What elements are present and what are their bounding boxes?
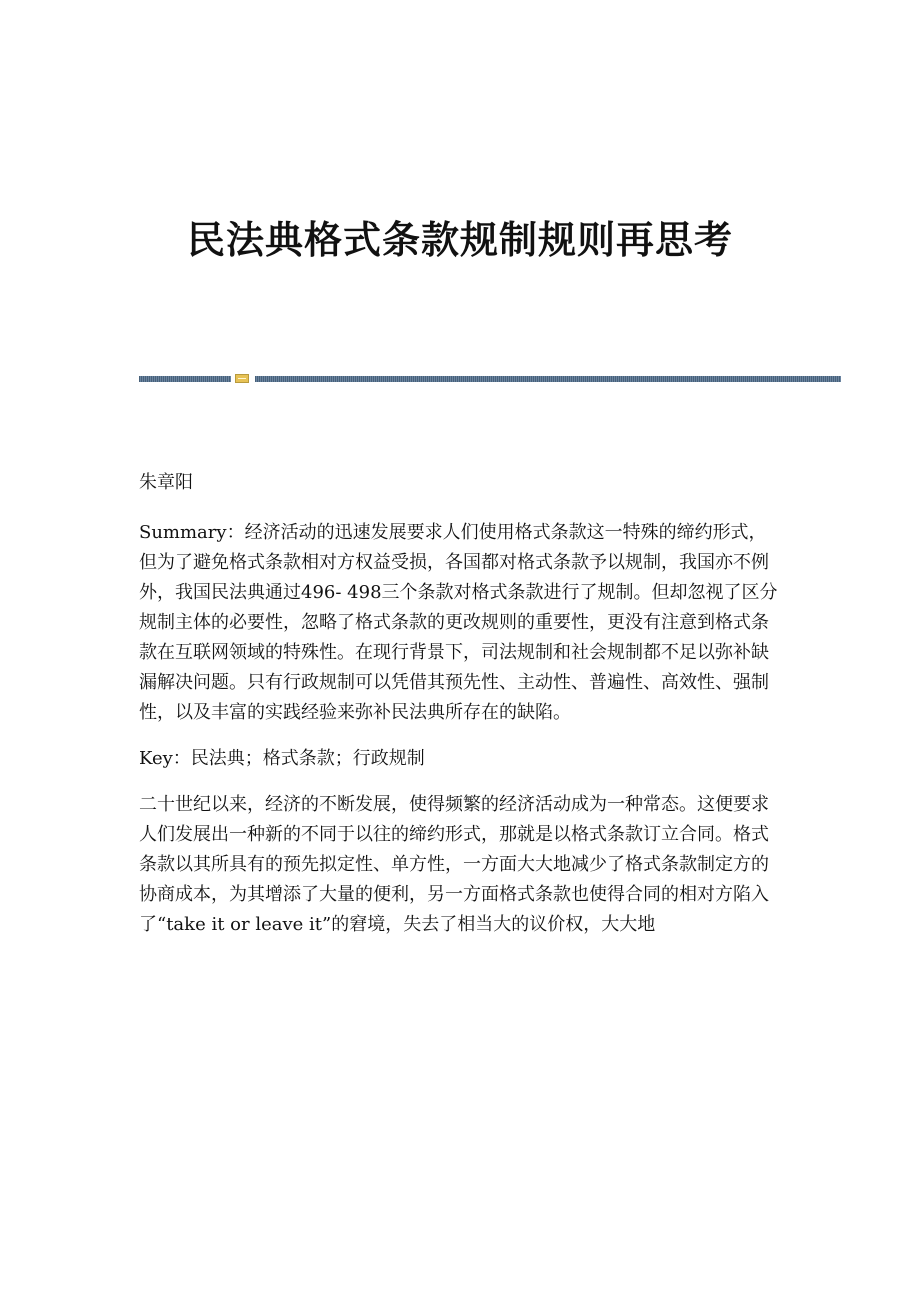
divider-bar-left — [139, 376, 231, 382]
author-name: 朱章阳 — [139, 472, 193, 493]
summary-paragraph: Summary：经济活动的迅速发展要求人们使用格式条款这一特殊的缔约形式，但为了避免格式条款相对方权益受损，各国都对格式条款予以规制，我国亦不例外，我国民法典通过496- 498三个条款对格式条款进行了规制。但却忽视了区分规制主体的必要性，忽略了格式条款的更改规则的重要性，更没有注意到格式条款在互联网领域的特殊性。在现行背景下，司法规制和社会规制都不足以弥补缺漏解决问题。只有行政规制可以凭借其预先性、主动性、普遍性、高效性、强制性，以及丰富的实践经验来弥补民法典所存在的缺陷。 — [139, 522, 778, 723]
document-title: 民法典格式条款规制规则再思考 — [186, 217, 733, 262]
divider-ornament-icon — [235, 374, 249, 383]
title-divider — [139, 374, 841, 383]
document-body — [139, 468, 781, 956]
keywords-line: Key：民法典；格式条款；行政规制 — [139, 748, 425, 769]
divider-bar-right — [255, 376, 841, 382]
body-paragraph: 二十世纪以来，经济的不断发展，使得频繁的经济活动成为一种常态。这便要求人们发展出一种新的不同于以往的缔约形式，那就是以格式条款订立合同。格式条款以其所具有的预先拟定性、单方性，一方面大大地减少了格式条款制定方的协商成本，为其增添了大量的便利，另一方面格式条款也使得合同的相对方陷入了“take it or leave it”的窘境，失去了相当大的议价权，大大地 — [139, 794, 769, 935]
